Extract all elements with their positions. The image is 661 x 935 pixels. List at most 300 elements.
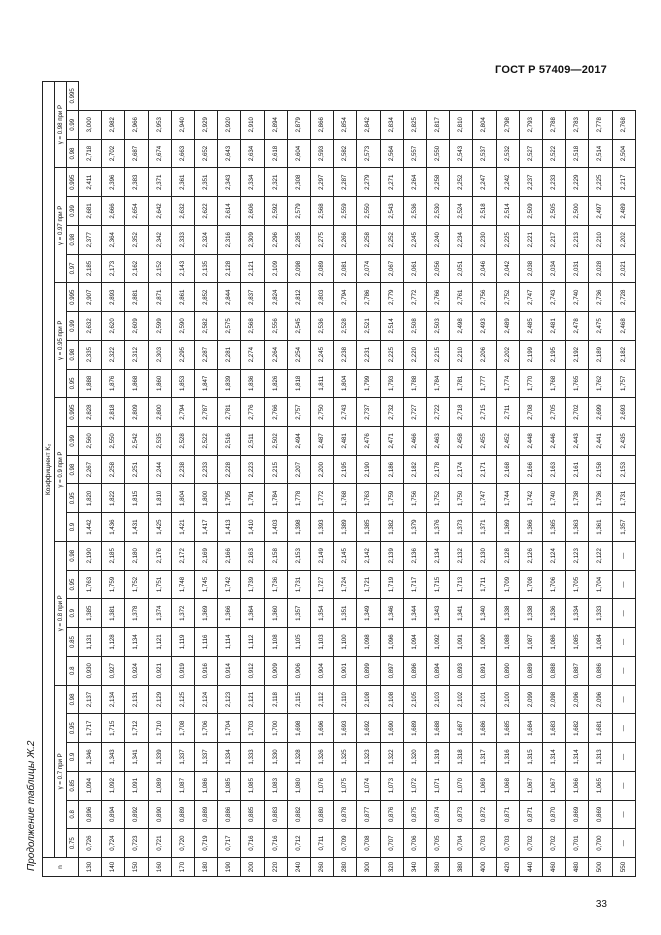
value-cell: 2,124 bbox=[195, 685, 218, 714]
value-cell: 2,308 bbox=[287, 168, 310, 197]
value-cell: 2,137 bbox=[79, 685, 102, 714]
value-cell: 2,522 bbox=[195, 426, 218, 455]
value-cell: 1,066 bbox=[566, 771, 589, 800]
value-cell: 0,876 bbox=[380, 800, 403, 829]
value-cell: 2,213 bbox=[566, 225, 589, 254]
value-cell: 0,901 bbox=[334, 656, 357, 685]
value-cell: 0,869 bbox=[566, 800, 589, 829]
value-cell: 2,861 bbox=[171, 283, 194, 312]
value-cell: 1,070 bbox=[450, 771, 473, 800]
value-cell: 1,403 bbox=[264, 513, 287, 542]
value-cell: 0,897 bbox=[380, 656, 403, 685]
value-cell: 0,887 bbox=[566, 656, 589, 685]
probability-header: 0.95 bbox=[67, 570, 79, 599]
value-cell: 2,511 bbox=[241, 426, 264, 455]
value-cell: 1,696 bbox=[311, 714, 334, 743]
value-cell: 2,143 bbox=[171, 254, 194, 283]
value-cell: 1,763 bbox=[79, 570, 102, 599]
value-cell: 2,162 bbox=[125, 254, 148, 283]
n-cell: 360 bbox=[427, 858, 450, 877]
value-cell: 0,716 bbox=[264, 829, 287, 858]
value-cell: 0,702 bbox=[519, 829, 542, 858]
value-cell: 2,102 bbox=[450, 685, 473, 714]
value-cell: 2,217 bbox=[612, 168, 635, 197]
value-cell: 0,708 bbox=[357, 829, 380, 858]
value-cell: 1,742 bbox=[218, 570, 241, 599]
value-cell: 2,894 bbox=[264, 110, 287, 139]
value-cell: 2,715 bbox=[473, 398, 496, 427]
value-cell: 2,101 bbox=[473, 685, 496, 714]
table-row bbox=[450, 81, 473, 876]
value-cell: 2,152 bbox=[148, 254, 171, 283]
value-cell: 1,742 bbox=[519, 484, 542, 513]
value-cell: 1,336 bbox=[543, 599, 566, 628]
value-cell: 1,389 bbox=[334, 513, 357, 542]
value-cell: 1,747 bbox=[473, 484, 496, 513]
value-cell: 1,698 bbox=[287, 714, 310, 743]
value-cell: 2,494 bbox=[287, 426, 310, 455]
value-cell: 2,550 bbox=[427, 139, 450, 168]
value-cell: 2,737 bbox=[357, 398, 380, 427]
value-cell: 2,743 bbox=[334, 398, 357, 427]
value-cell: 1,778 bbox=[287, 484, 310, 513]
value-cell: 1,762 bbox=[589, 369, 612, 398]
value-cell: 1,715 bbox=[102, 714, 125, 743]
value-cell: 2,128 bbox=[218, 254, 241, 283]
n-cell: 160 bbox=[148, 858, 171, 877]
value-cell: 2,242 bbox=[496, 168, 519, 197]
value-cell: 1,736 bbox=[589, 484, 612, 513]
table-row bbox=[589, 81, 612, 876]
value-cell: 1,708 bbox=[519, 570, 542, 599]
value-cell: 2,654 bbox=[125, 197, 148, 226]
value-cell: 0,709 bbox=[334, 829, 357, 858]
value-cell: 2,681 bbox=[79, 197, 102, 226]
value-cell: 2,557 bbox=[403, 139, 426, 168]
value-cell: 2,489 bbox=[612, 197, 635, 226]
table-row bbox=[218, 81, 241, 876]
value-cell: 2,514 bbox=[589, 139, 612, 168]
value-cell: 1,316 bbox=[496, 743, 519, 772]
value-cell: 2,034 bbox=[543, 254, 566, 283]
value-cell: 1,686 bbox=[473, 714, 496, 743]
value-cell: 2,783 bbox=[566, 110, 589, 139]
value-cell: 2,599 bbox=[148, 312, 171, 341]
value-cell: 2,559 bbox=[334, 197, 357, 226]
value-cell: 2,503 bbox=[427, 312, 450, 341]
value-cell: 2,178 bbox=[427, 455, 450, 484]
value-cell: 1,075 bbox=[334, 771, 357, 800]
value-cell: 1,319 bbox=[427, 743, 450, 772]
value-cell: 1,065 bbox=[589, 771, 612, 800]
value-cell: 2,153 bbox=[612, 455, 635, 484]
value-cell: 2,750 bbox=[311, 398, 334, 427]
value-cell: 2,590 bbox=[171, 312, 194, 341]
value-cell: 2,747 bbox=[519, 283, 542, 312]
value-cell: 2,322 bbox=[102, 340, 125, 369]
value-cell: 2,028 bbox=[589, 254, 612, 283]
value-cell: 2,195 bbox=[543, 340, 566, 369]
value-cell: 0,870 bbox=[543, 800, 566, 829]
value-cell: 2,435 bbox=[612, 426, 635, 455]
value-cell: 0,883 bbox=[264, 800, 287, 829]
table-row bbox=[264, 81, 287, 876]
value-cell: 1,317 bbox=[473, 743, 496, 772]
value-cell: 1,067 bbox=[519, 771, 542, 800]
value-cell: 1,076 bbox=[311, 771, 334, 800]
value-cell: 1,085 bbox=[566, 628, 589, 657]
value-cell: 2,342 bbox=[148, 225, 171, 254]
value-cell: 0,919 bbox=[171, 656, 194, 685]
value-cell: 2,722 bbox=[427, 398, 450, 427]
value-cell: 1,334 bbox=[566, 599, 589, 628]
value-cell: 2,766 bbox=[427, 283, 450, 312]
value-cell: 2,100 bbox=[496, 685, 519, 714]
value-cell: 1,724 bbox=[334, 570, 357, 599]
value-cell: 2,166 bbox=[519, 455, 542, 484]
value-cell: 0,885 bbox=[241, 800, 264, 829]
value-cell: 2,258 bbox=[102, 455, 125, 484]
value-cell: 2,145 bbox=[334, 541, 357, 570]
value-cell: 2,096 bbox=[589, 685, 612, 714]
value-cell: 2,074 bbox=[357, 254, 380, 283]
value-cell: 0,874 bbox=[427, 800, 450, 829]
value-cell: 2,579 bbox=[287, 197, 310, 226]
value-cell: 2,536 bbox=[311, 312, 334, 341]
value-cell: 2,210 bbox=[589, 225, 612, 254]
value-cell: 2,225 bbox=[380, 340, 403, 369]
value-cell: 2,705 bbox=[543, 398, 566, 427]
value-cell: 1,083 bbox=[264, 771, 287, 800]
value-cell: 1,684 bbox=[519, 714, 542, 743]
value-cell: 2,180 bbox=[125, 541, 148, 570]
value-cell: 2,634 bbox=[241, 139, 264, 168]
value-cell: 2,582 bbox=[334, 139, 357, 168]
n-cell: 440 bbox=[519, 858, 542, 877]
value-cell: 2,518 bbox=[566, 139, 589, 168]
value-cell: 1,074 bbox=[357, 771, 380, 800]
value-cell: 2,530 bbox=[427, 197, 450, 226]
page-number: 33 bbox=[595, 899, 607, 910]
value-cell: 2,217 bbox=[543, 225, 566, 254]
value-cell: 2,333 bbox=[171, 225, 194, 254]
value-cell: — bbox=[612, 656, 635, 685]
value-cell: 2,837 bbox=[241, 283, 264, 312]
value-cell: 2,910 bbox=[241, 110, 264, 139]
n-cell: 240 bbox=[287, 858, 310, 877]
value-cell: 2,396 bbox=[102, 168, 125, 197]
value-cell: 0,882 bbox=[287, 800, 310, 829]
value-cell: 1,100 bbox=[334, 628, 357, 657]
value-cell: 1,763 bbox=[357, 484, 380, 513]
value-cell: 2,335 bbox=[79, 340, 102, 369]
value-cell: 2,953 bbox=[148, 110, 171, 139]
value-cell: 1,745 bbox=[195, 570, 218, 599]
value-cell: 1,765 bbox=[566, 369, 589, 398]
value-cell: 1,087 bbox=[171, 771, 194, 800]
value-cell: 2,176 bbox=[148, 541, 171, 570]
value-cell: 1,811 bbox=[311, 369, 334, 398]
value-cell: 1,784 bbox=[427, 369, 450, 398]
value-cell: 1,069 bbox=[473, 771, 496, 800]
value-cell: 2,711 bbox=[496, 398, 519, 427]
value-cell: 2,123 bbox=[218, 685, 241, 714]
value-cell: 1,442 bbox=[79, 513, 102, 542]
value-cell: 1,681 bbox=[589, 714, 612, 743]
value-cell: 2,190 bbox=[79, 541, 102, 570]
value-cell: 1,330 bbox=[264, 743, 287, 772]
n-cell: 190 bbox=[218, 858, 241, 877]
n-cell: 480 bbox=[566, 858, 589, 877]
value-cell: 1,847 bbox=[195, 369, 218, 398]
value-cell: — bbox=[612, 800, 635, 829]
value-cell: 1,868 bbox=[125, 369, 148, 398]
value-cell: 1,114 bbox=[218, 628, 241, 657]
value-cell: 0,872 bbox=[473, 800, 496, 829]
value-cell: 2,185 bbox=[102, 541, 125, 570]
value-cell: 1,888 bbox=[79, 369, 102, 398]
value-cell: 1,085 bbox=[241, 771, 264, 800]
value-cell: 0,896 bbox=[79, 800, 102, 829]
n-cell: 340 bbox=[403, 858, 426, 877]
value-cell: 1,381 bbox=[102, 599, 125, 628]
document-header: ГОСТ Р 57409—2017 bbox=[495, 64, 607, 76]
value-cell: 1,727 bbox=[311, 570, 334, 599]
value-cell: — bbox=[612, 829, 635, 858]
value-cell: 1,876 bbox=[102, 369, 125, 398]
value-cell: 1,706 bbox=[543, 570, 566, 599]
value-cell: 0,703 bbox=[473, 829, 496, 858]
value-cell: 2,504 bbox=[612, 139, 635, 168]
value-cell: 2,139 bbox=[380, 541, 403, 570]
value-cell: 0,877 bbox=[357, 800, 380, 829]
value-cell: 2,098 bbox=[287, 254, 310, 283]
n-cell: 460 bbox=[543, 858, 566, 877]
table-row bbox=[427, 81, 450, 876]
value-cell: 1,692 bbox=[357, 714, 380, 743]
value-cell: 1,119 bbox=[171, 628, 194, 657]
value-cell: 2,532 bbox=[496, 139, 519, 168]
value-cell: 2,793 bbox=[519, 110, 542, 139]
value-cell: 1,768 bbox=[543, 369, 566, 398]
value-cell: 2,834 bbox=[380, 110, 403, 139]
value-cell: 2,189 bbox=[589, 340, 612, 369]
value-cell: 2,666 bbox=[102, 197, 125, 226]
value-cell: 1,738 bbox=[566, 484, 589, 513]
value-cell: 1,089 bbox=[148, 771, 171, 800]
value-cell: 2,247 bbox=[473, 168, 496, 197]
value-cell: 1,080 bbox=[287, 771, 310, 800]
value-cell: 2,798 bbox=[496, 110, 519, 139]
value-cell: 2,351 bbox=[195, 168, 218, 197]
value-cell: 2,498 bbox=[450, 312, 473, 341]
value-cell: 2,215 bbox=[427, 340, 450, 369]
value-cell: 1,086 bbox=[543, 628, 566, 657]
value-cell: 0,706 bbox=[403, 829, 426, 858]
value-cell: 1,751 bbox=[148, 570, 171, 599]
value-cell: 2,772 bbox=[403, 283, 426, 312]
value-cell: 1,121 bbox=[148, 628, 171, 657]
value-cell: 1,343 bbox=[427, 599, 450, 628]
value-cell: 2,609 bbox=[125, 312, 148, 341]
n-cell: 280 bbox=[334, 858, 357, 877]
value-cell: 2,871 bbox=[148, 283, 171, 312]
value-cell: 2,108 bbox=[380, 685, 403, 714]
value-cell: — bbox=[612, 570, 635, 599]
value-cell: 1,105 bbox=[287, 628, 310, 657]
value-cell: 2,281 bbox=[218, 340, 241, 369]
value-cell: 1,339 bbox=[148, 743, 171, 772]
value-cell: 2,245 bbox=[311, 340, 334, 369]
value-cell: 1,385 bbox=[79, 599, 102, 628]
value-cell: 0,721 bbox=[148, 829, 171, 858]
value-cell: 2,476 bbox=[357, 426, 380, 455]
value-cell: 2,275 bbox=[311, 225, 334, 254]
value-cell: 2,929 bbox=[195, 110, 218, 139]
table-row bbox=[473, 81, 496, 876]
value-cell: 2,169 bbox=[195, 541, 218, 570]
n-header: n bbox=[43, 858, 79, 877]
value-cell: 1,338 bbox=[496, 599, 519, 628]
value-cell: 2,122 bbox=[589, 541, 612, 570]
value-cell: 2,264 bbox=[264, 340, 287, 369]
value-cell: 2,228 bbox=[218, 455, 241, 484]
value-cell: 2,708 bbox=[519, 398, 542, 427]
value-cell: 2,172 bbox=[171, 541, 194, 570]
value-cell: 2,614 bbox=[218, 197, 241, 226]
value-cell: 2,046 bbox=[473, 254, 496, 283]
value-cell: 2,550 bbox=[357, 197, 380, 226]
gamma-group-header: γ = 0.9 при P bbox=[55, 398, 67, 542]
value-cell: 1,357 bbox=[612, 513, 635, 542]
value-cell: 1,333 bbox=[589, 599, 612, 628]
value-cell: 2,182 bbox=[612, 340, 635, 369]
value-cell: 2,842 bbox=[357, 110, 380, 139]
value-cell: 2,129 bbox=[148, 685, 171, 714]
value-cell: 1,363 bbox=[566, 513, 589, 542]
value-cell: 1,759 bbox=[102, 570, 125, 599]
probability-header: 0.95 bbox=[67, 369, 79, 398]
value-cell: 1,421 bbox=[171, 513, 194, 542]
value-cell: 2,828 bbox=[79, 398, 102, 427]
value-cell: 2,110 bbox=[334, 685, 357, 714]
value-cell: 1,084 bbox=[589, 628, 612, 657]
value-cell: 1,325 bbox=[334, 743, 357, 772]
value-cell: 2,324 bbox=[195, 225, 218, 254]
value-cell: 2,455 bbox=[473, 426, 496, 455]
value-cell: 2,061 bbox=[403, 254, 426, 283]
value-cell: 2,125 bbox=[171, 685, 194, 714]
value-cell: 2,383 bbox=[125, 168, 148, 197]
value-cell: 2,812 bbox=[287, 283, 310, 312]
value-cell: 0,724 bbox=[102, 829, 125, 858]
value-cell: 2,038 bbox=[519, 254, 542, 283]
value-cell: 0,716 bbox=[241, 829, 264, 858]
value-cell: — bbox=[612, 685, 635, 714]
value-cell: 1,098 bbox=[357, 628, 380, 657]
value-cell: 2,674 bbox=[148, 139, 171, 168]
value-cell: 2,215 bbox=[264, 455, 287, 484]
value-cell: 1,351 bbox=[334, 599, 357, 628]
value-cell: 2,779 bbox=[380, 283, 403, 312]
value-cell: 2,505 bbox=[543, 197, 566, 226]
value-cell: 1,372 bbox=[171, 599, 194, 628]
value-cell: 1,361 bbox=[589, 513, 612, 542]
value-cell: 1,436 bbox=[102, 513, 125, 542]
value-cell: 2,632 bbox=[171, 197, 194, 226]
value-cell: 1,705 bbox=[566, 570, 589, 599]
value-cell: 2,800 bbox=[148, 398, 171, 427]
value-cell: 2,727 bbox=[403, 398, 426, 427]
value-cell: 2,663 bbox=[171, 139, 194, 168]
value-cell: 2,756 bbox=[473, 283, 496, 312]
value-cell: 2,468 bbox=[612, 312, 635, 341]
value-cell: 1,322 bbox=[380, 743, 403, 772]
probability-header: 0.9 bbox=[67, 513, 79, 542]
value-cell: 2,161 bbox=[566, 455, 589, 484]
value-cell: 1,346 bbox=[380, 599, 403, 628]
value-cell: 2,321 bbox=[264, 168, 287, 197]
value-cell: 2,199 bbox=[519, 340, 542, 369]
n-cell: 170 bbox=[171, 858, 194, 877]
n-cell: 140 bbox=[102, 858, 125, 877]
value-cell: 2,545 bbox=[287, 312, 310, 341]
value-cell: 2,618 bbox=[264, 139, 287, 168]
n-cell: 200 bbox=[241, 858, 264, 877]
value-cell: 2,568 bbox=[241, 312, 264, 341]
value-cell: 1,713 bbox=[450, 570, 473, 599]
value-cell: 3,000 bbox=[79, 110, 102, 139]
value-cell: 2,112 bbox=[311, 685, 334, 714]
value-cell: 2,279 bbox=[357, 168, 380, 197]
value-cell: 1,853 bbox=[171, 369, 194, 398]
value-cell: 1,712 bbox=[125, 714, 148, 743]
gamma-group-header: γ = 0.97 при P bbox=[55, 168, 67, 283]
value-cell: 1,759 bbox=[380, 484, 403, 513]
value-cell: 0,886 bbox=[218, 800, 241, 829]
value-cell: 2,105 bbox=[403, 685, 426, 714]
value-cell: 2,550 bbox=[102, 426, 125, 455]
value-cell: 2,537 bbox=[473, 139, 496, 168]
value-cell: 2,334 bbox=[241, 168, 264, 197]
value-cell: 0,720 bbox=[171, 829, 194, 858]
value-cell: 0,896 bbox=[403, 656, 426, 685]
value-cell: 2,881 bbox=[125, 283, 148, 312]
value-cell: 2,702 bbox=[566, 398, 589, 427]
value-cell: 1,687 bbox=[450, 714, 473, 743]
value-cell: 2,042 bbox=[496, 254, 519, 283]
value-cell: 2,364 bbox=[102, 225, 125, 254]
value-cell: 2,411 bbox=[79, 168, 102, 197]
value-cell: 2,166 bbox=[218, 541, 241, 570]
value-cell: 2,622 bbox=[195, 197, 218, 226]
probability-header: 0.995 bbox=[67, 81, 79, 110]
value-cell: 2,564 bbox=[380, 139, 403, 168]
value-cell: 2,485 bbox=[519, 312, 542, 341]
value-cell: 2,543 bbox=[450, 139, 473, 168]
table-row bbox=[496, 81, 519, 876]
value-cell: 1,382 bbox=[380, 513, 403, 542]
value-cell: 2,031 bbox=[566, 254, 589, 283]
value-cell: 1,096 bbox=[380, 628, 403, 657]
value-cell: 1,364 bbox=[241, 599, 264, 628]
n-cell: 180 bbox=[195, 858, 218, 877]
value-cell: 1,683 bbox=[543, 714, 566, 743]
value-cell: 2,481 bbox=[334, 426, 357, 455]
table-row bbox=[566, 81, 589, 876]
value-cell: 1,836 bbox=[241, 369, 264, 398]
value-cell: 2,810 bbox=[450, 110, 473, 139]
